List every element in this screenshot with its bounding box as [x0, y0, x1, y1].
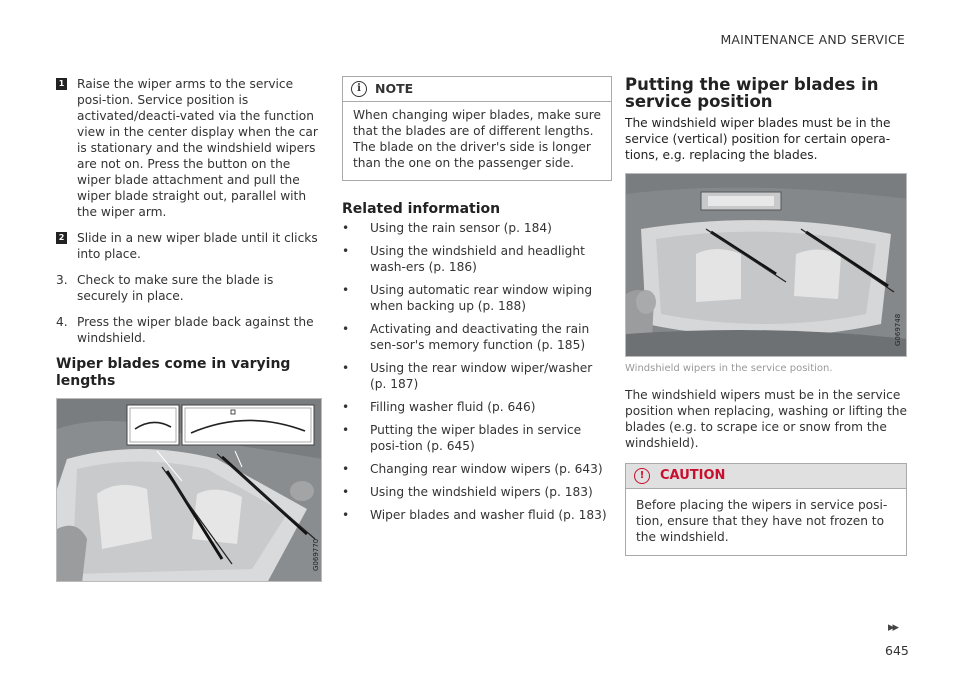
- step-text: Slide in a new wiper blade until it clicks into place.: [77, 231, 318, 261]
- caution-box: [625, 463, 907, 556]
- step-badge: 1: [56, 78, 67, 90]
- car-service-position-illustration: [626, 174, 907, 357]
- related-link[interactable]: • Using the windshield wipers (p. 183): [342, 484, 612, 500]
- wiper-lengths-figure: [56, 398, 322, 582]
- forward-arrows-icon: ▸▸: [888, 620, 898, 635]
- step-4: [56, 314, 322, 346]
- related-heading: Related information: [342, 201, 501, 217]
- related-link[interactable]: • Using the rear window wiper/washer (p. 187): [342, 360, 612, 392]
- service-position-body: The windshield wipers must be in the service position when replacing, washing or lifting the blades (e.g. to scrape ice or snow from the windshield).: [625, 388, 907, 450]
- car-wiper-lengths-illustration: [57, 399, 322, 582]
- related-link[interactable]: • Wiper blades and washer fluid (p. 183): [342, 507, 612, 523]
- section-header: MAINTENANCE AND SERVICE: [720, 32, 905, 47]
- figure-code: G069770: [312, 538, 320, 571]
- figure-code: G069748: [894, 313, 902, 346]
- step-2: [56, 230, 322, 262]
- related-link[interactable]: • Filling washer fluid (p. 646): [342, 399, 612, 415]
- note-body: When changing wiper blades, make sure that the blades are of different lengths. The blade on the driver's side is longer than the one on the passenger side.: [353, 108, 601, 170]
- related-link[interactable]: • Using the rain sensor (p. 184): [342, 220, 612, 236]
- step-text: Check to make sure the blade is securely in place.: [77, 273, 274, 303]
- service-position-figure: [625, 173, 907, 357]
- note-title: NOTE: [375, 81, 414, 96]
- related-list: [342, 220, 612, 523]
- caution-body: Before placing the wipers in service posi-tion, ensure that they have not frozen to the windshield.: [636, 498, 888, 544]
- column-middle: [342, 76, 612, 530]
- column-left: [56, 76, 322, 582]
- warning-icon: !: [634, 468, 650, 484]
- column-right: [625, 76, 907, 556]
- step-text: Raise the wiper arms to the service posi-tion. Service position is activated/deacti-vated via the function view in the center display when the car is stationary and the windshield wipers are not on. Press the button on the wiper blade attachment and pull the wiper blade straight out, parallel with the wiper arm.: [77, 77, 318, 219]
- step-text: Press the wiper blade back against the windshield.: [77, 315, 314, 345]
- caution-header: [626, 464, 906, 489]
- page-number: 645: [885, 643, 909, 658]
- figure-caption: Windshield wipers in the service position.: [625, 363, 833, 374]
- info-icon: i: [351, 81, 367, 97]
- note-header: [343, 77, 611, 102]
- related-link[interactable]: • Changing rear window wipers (p. 643): [342, 461, 612, 477]
- related-link[interactable]: • Using the windshield and headlight wash-ers (p. 186): [342, 243, 612, 275]
- step-number: 4.: [56, 315, 68, 329]
- step-1: [56, 76, 322, 220]
- caution-title: CAUTION: [660, 468, 726, 483]
- service-position-title: Putting the wiper blades in service position: [625, 75, 879, 111]
- related-link[interactable]: • Putting the wiper blades in service posi-tion (p. 645): [342, 422, 612, 454]
- step-3: [56, 272, 322, 304]
- related-link[interactable]: • Activating and deactivating the rain sen-sor's memory function (p. 185): [342, 321, 612, 353]
- related-link[interactable]: • Using automatic rear window wiping when backing up (p. 188): [342, 282, 612, 314]
- note-box: [342, 76, 612, 181]
- service-position-lead: The windshield wiper blades must be in the service (vertical) position for certain opera-tions, e.g. replacing the blades.: [625, 116, 891, 162]
- step-number: 3.: [56, 273, 68, 287]
- step-badge: 2: [56, 232, 67, 244]
- blade-lengths-heading: Wiper blades come in varying lengths: [56, 356, 291, 389]
